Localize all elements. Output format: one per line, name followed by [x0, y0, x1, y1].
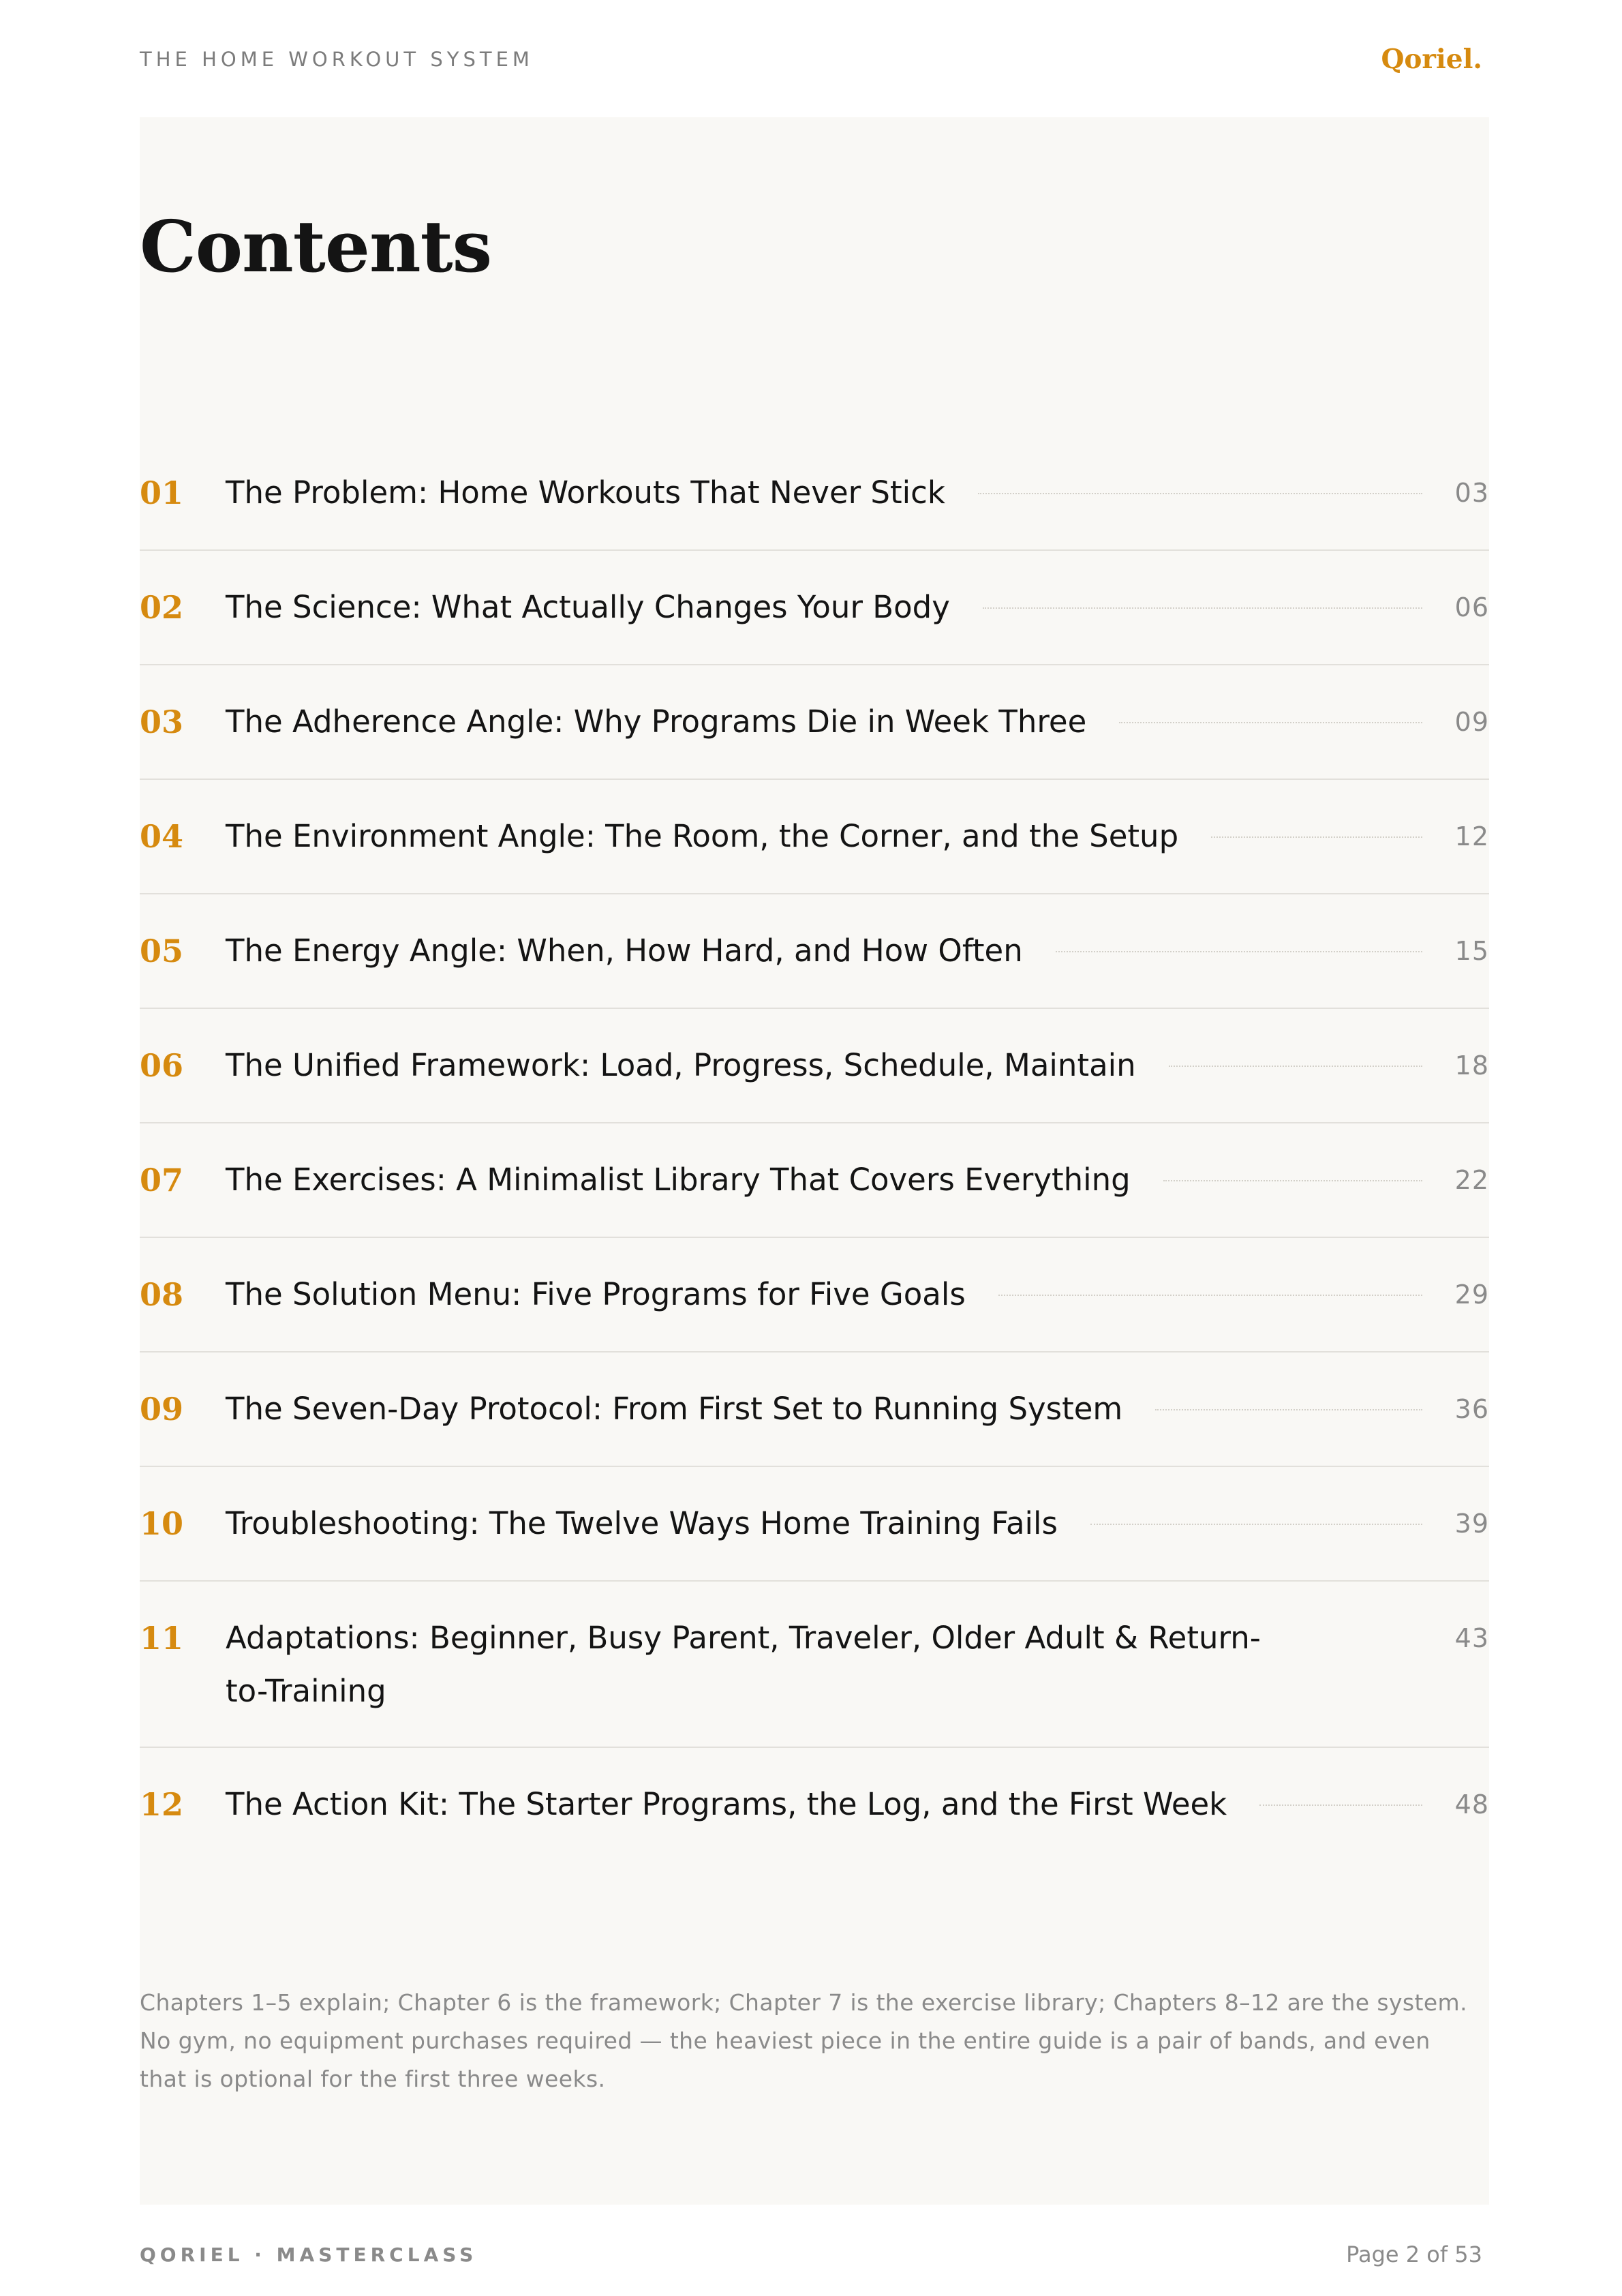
dot-leader — [1163, 1180, 1422, 1181]
page-header — [140, 42, 1482, 76]
toc-row-line — [226, 1046, 1489, 1085]
toc-row-line — [226, 1619, 1489, 1718]
chapter-page-number: 48 — [1454, 1789, 1489, 1819]
chapter-number: 01 — [140, 474, 184, 511]
dot-leader — [1211, 836, 1422, 838]
dot-leader — [1155, 1409, 1422, 1410]
chapter-number: 10 — [140, 1505, 184, 1542]
toc-row[interactable] — [140, 1353, 1489, 1467]
chapter-page-number: 39 — [1454, 1509, 1489, 1539]
chapter-number: 03 — [140, 704, 184, 740]
chapter-title[interactable]: The Solution Menu: Five Programs for Five Goals — [226, 1276, 966, 1312]
chapter-page-number: 09 — [1454, 707, 1489, 737]
dot-leader — [1056, 951, 1422, 952]
toc-row-line — [226, 1275, 1489, 1314]
toc-row-line — [226, 474, 1489, 512]
toc-row[interactable] — [140, 1238, 1489, 1353]
chapter-title[interactable]: The Exercises: A Minimalist Library That Covers Everything — [226, 1162, 1131, 1198]
toc-row[interactable] — [140, 1582, 1489, 1748]
chapter-title[interactable]: The Action Kit: The Starter Programs, the Log, and the First Week — [226, 1786, 1227, 1822]
toc-row-line — [226, 1161, 1489, 1199]
toc-row[interactable] — [140, 436, 1489, 551]
chapter-title[interactable]: The Seven-Day Protocol: From First Set to Running System — [226, 1391, 1123, 1427]
toc-row-line — [226, 1390, 1489, 1428]
contents-note: Chapters 1–5 explain; Chapter 6 is the framework; Chapter 7 is the exercise library; Chapters 8–12 are the system. No gym, no equipment purchases required — the heaviest piece in the entire guide is a pair of bands, and even that is optional for the first three weeks. — [140, 1989, 1467, 2092]
chapter-title[interactable]: The Unified Framework: Load, Progress, Schedule, Maintain — [226, 1047, 1136, 1083]
dot-leader — [1169, 1066, 1422, 1067]
footer-label: QORIEL · MASTERCLASS — [140, 2243, 478, 2266]
toc-row[interactable] — [140, 665, 1489, 780]
chapter-number: 05 — [140, 933, 184, 969]
dot-leader — [978, 493, 1422, 494]
toc-row-line — [226, 588, 1489, 626]
chapter-title[interactable]: The Energy Angle: When, How Hard, and How Often — [226, 933, 1023, 969]
chapter-page-number: 03 — [1454, 478, 1489, 508]
toc-row[interactable] — [140, 780, 1489, 894]
chapter-page-number: 15 — [1454, 936, 1489, 966]
page-title: Contents — [140, 205, 492, 288]
chapter-page-number: 18 — [1454, 1051, 1489, 1081]
chapter-number: 12 — [140, 1786, 184, 1823]
toc-row[interactable] — [140, 894, 1489, 1009]
chapter-number: 11 — [140, 1620, 184, 1657]
dot-leader — [1090, 1524, 1422, 1525]
chapter-number: 06 — [140, 1047, 184, 1084]
chapter-page-number: 36 — [1454, 1394, 1489, 1424]
chapter-page-number: 22 — [1454, 1165, 1489, 1195]
chapter-number: 04 — [140, 818, 184, 855]
table-of-contents — [140, 436, 1489, 1862]
toc-row-line — [226, 1785, 1489, 1824]
toc-row-line — [226, 1505, 1489, 1543]
toc-row[interactable] — [140, 1123, 1489, 1238]
chapter-title[interactable]: The Science: What Actually Changes Your Body — [226, 589, 950, 625]
brand-logo: Qoriel. — [1381, 44, 1482, 75]
toc-row-line — [226, 703, 1489, 741]
toc-row[interactable] — [140, 1467, 1489, 1582]
dot-leader — [998, 1295, 1422, 1296]
chapter-title[interactable]: The Problem: Home Workouts That Never Stick — [226, 474, 945, 511]
chapter-number: 08 — [140, 1276, 184, 1313]
dot-leader — [1259, 1804, 1422, 1806]
chapter-number: 02 — [140, 589, 184, 626]
toc-row[interactable] — [140, 551, 1489, 665]
toc-row[interactable] — [140, 1009, 1489, 1123]
contents-panel — [140, 117, 1489, 2205]
document-title: THE HOME WORKOUT SYSTEM — [140, 48, 534, 71]
chapter-page-number: 43 — [1454, 1623, 1489, 1653]
dot-leader — [1119, 722, 1422, 723]
chapter-page-number: 12 — [1454, 821, 1489, 851]
chapter-title[interactable]: Troubleshooting: The Twelve Ways Home Training Fails — [226, 1505, 1058, 1541]
chapter-page-number: 06 — [1454, 592, 1489, 622]
chapter-page-number: 29 — [1454, 1280, 1489, 1310]
toc-row[interactable] — [140, 1748, 1489, 1862]
chapter-number: 07 — [140, 1162, 184, 1198]
toc-row-line — [226, 932, 1489, 970]
page-footer — [140, 2237, 1482, 2271]
chapter-title[interactable]: The Adherence Angle: Why Programs Die in Week Three — [226, 704, 1087, 740]
chapter-number: 09 — [140, 1391, 184, 1428]
chapter-title[interactable]: Adaptations: Beginner, Busy Parent, Traveler, Older Adult & Return-to-Training — [226, 1620, 1261, 1709]
dot-leader — [983, 607, 1422, 609]
page-indicator: Page 2 of 53 — [1346, 2241, 1482, 2267]
toc-row-line — [226, 817, 1489, 856]
chapter-title[interactable]: The Environment Angle: The Room, the Corner, and the Setup — [226, 818, 1179, 854]
